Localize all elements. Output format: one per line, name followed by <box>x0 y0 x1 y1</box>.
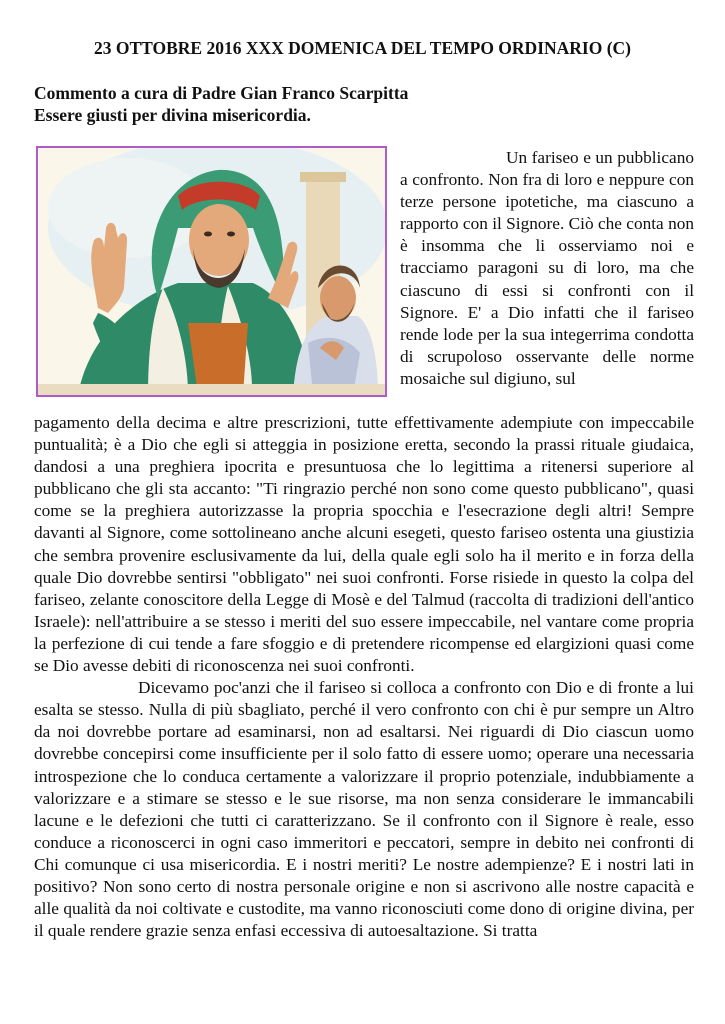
article-body <box>34 412 694 942</box>
article-heading: Essere giusti per divina misericordia. <box>34 105 311 125</box>
article-intro-column: Un fariseo e un pubblicano a confronto. Non fra di loro e neppure con terze persone ipotetiche, ma ciascuno a rapporto con il Signore. Ciò che conta non è insomma che li osserviamo noi e tracciamo paragoni su di loro, ma che ciascuno di essi si confronti con il Signore. E' a Dio infatti che il fariseo rende lode per la sua integerrima condotta di scrupoloso osservante delle norme mosaiche sul digiuno, sul <box>400 148 694 388</box>
author-line: Commento a cura di Padre Gian Franco Scarpitta <box>34 83 409 103</box>
pharisee-and-publican-illustration <box>36 146 387 397</box>
paragraph-2: Dicevamo poc'anzi che il fariseo si colloca a confronto con Dio e di fronte a lui esalta se stesso. Nulla di più sbagliato, perché il vero confronto con chi è pur sempre un Altro da noi dovrebbe portare ad esaminarsi, non ad esaltarsi. Nei riguardi di Dio ciascun uomo dovrebbe concepirsi come insufficiente per il solo fatto di essere uomo; operare una necessaria introspezione che lo conduca certamente a valorizzare il proprio potenziale, indubbiamente a valorizzare e a stimare se stesso e le sue risorse, ma non senza considerare le immancabili lacune e le defezioni che tutti ci caratterizzano. Se il confronto con il Signore è reale, esso conduce a riconoscerci in ogni caso immeritori e peccatori, sempre in debito nei confronti di Chi comunque ci usa misericordia. E i nostri meriti? Le nostre adempienze? E i nostri lati in positivo? Non sono certo di nostra personale origine e non si ascrivono alle nostre capacità e alle qualità da noi coltivate e custodite, ma vanno riconosciuti come dono di origine divina, per il quale rendere grazie senza enfasi eccessiva di autoesaltazione. Si tratta <box>34 678 694 941</box>
paragraph-1-continuation: pagamento della decima e altre prescrizioni, tutte effettivamente adempiute con impeccabile puntualità; è a Dio che egli si atteggia in posizione eretta, secondo la prassi rituale giudaica, dandosi a una preghiera ipocrita e presuntuosa che lo legittima a ritenersi superiore al pubblicano che gli sta accanto: "Ti ringrazio perché non sono come questo pubblicano", quasi come se la preghiera autorizzasse la propria spocchia e l'esecrazione degli altri! Sempre davanti al Signore, come sottolineano anche alcuni esegeti, questo fariseo ostenta una giustizia che sembra provenire esclusivamente da lui, della quale egli solo ha il merito e in forza della quale Dio dovrebbe sentirsi "obbligato" nei suoi confronti. Forse risiede in questo la colpa del fariseo, zelante conoscitore della Legge di Mosè e del Talmud (raccolta di tradizioni dell'antico Israele): nell'attribuire a se stesso i meriti del suo essere impeccabile, nel vantare come propria la perfezione di cui tende a fare sfoggio e di pretendere ricompense ed elargizioni quasi come se Dio avesse debiti di riconoscenza nei suoi confronti. <box>34 413 694 676</box>
article-header <box>34 82 408 126</box>
page-title: 23 OTTOBRE 2016 XXX DOMENICA DEL TEMPO ORDINARIO (C) <box>93 38 632 58</box>
illustration-drawing <box>38 148 385 395</box>
